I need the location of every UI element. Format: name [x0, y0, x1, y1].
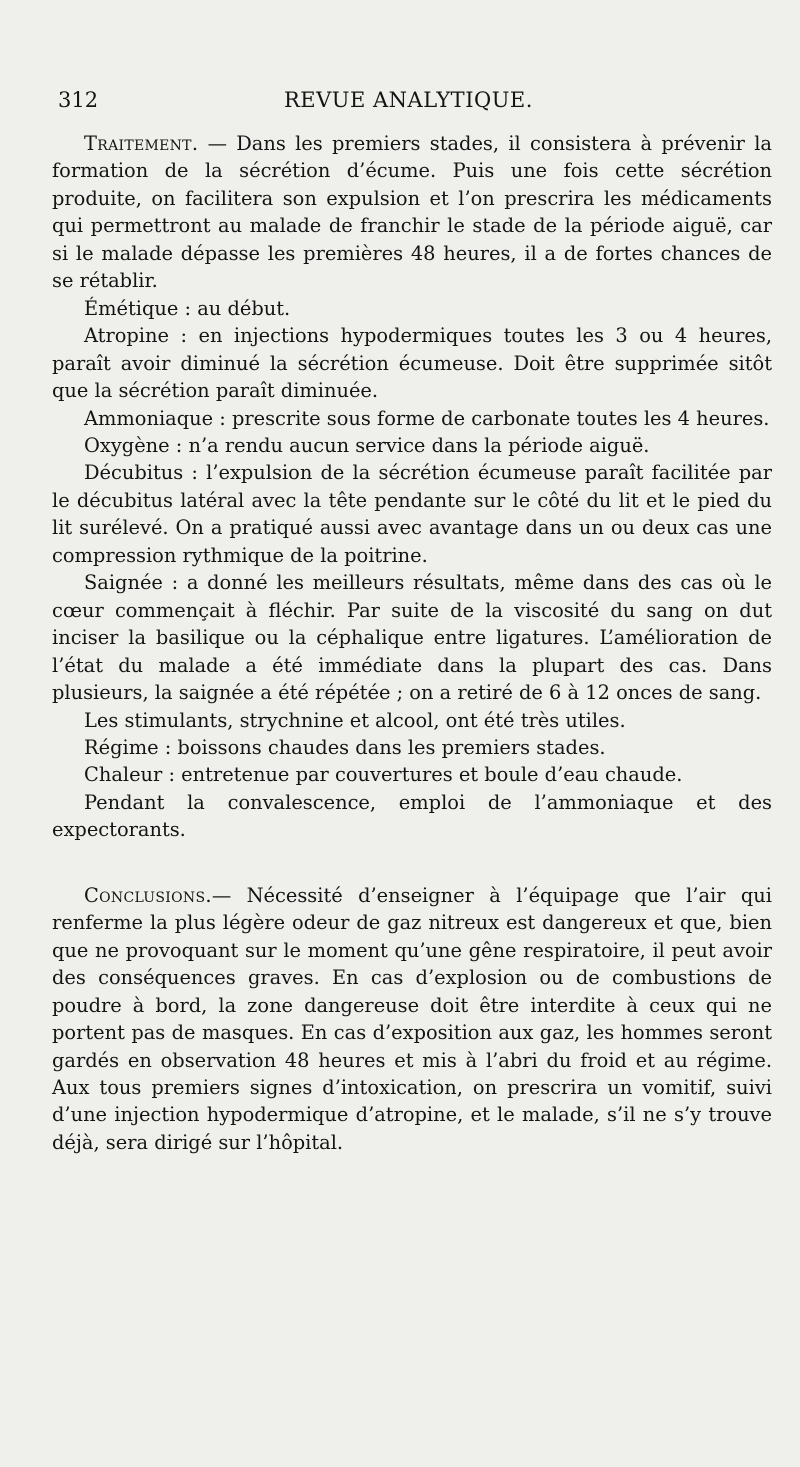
running-title: REVUE ANALYTIQUE.: [284, 88, 533, 112]
treatment-item-atropine: Atropine : en injections hypodermiques toutes les 3 ou 4 heures, paraît avoir diminué la sécrétion écumeuse. Doit être supprimée sitôt que la sécrétion paraît diminuée.: [52, 324, 772, 403]
treatment-item-stimulants: Les stimulants, strychnine et alcool, ont été très utiles.: [84, 708, 626, 732]
treatment-item-chaleur: Chaleur : entretenue par couvertures et boule d’eau chaude.: [84, 763, 683, 787]
body-text: [52, 130, 772, 1156]
treatment-item-ammoniaque: Ammoniaque : prescrite sous forme de carbonate toutes les 4 heures.: [84, 406, 770, 430]
conclusions-heading: Conclusions.: [84, 883, 212, 907]
traitement-heading: Traitement.: [84, 132, 199, 155]
treatment-item-oxygene: Oxygène : n’a rendu aucun service dans la période aiguë.: [84, 433, 650, 457]
page-number: 312: [58, 88, 99, 112]
treatment-item-decubitus: Décubitus : l’expulsion de la sécrétion écumeuse paraît facilitée par le décubitus latéral avec la tête pendante sur le côté du lit et le pied du lit surélevé. On a pratiqué aussi avec avantage dans un ou deux cas une compression rythmique de la poitrine.: [52, 461, 772, 567]
treatment-item-emetique: Émétique : au début.: [84, 296, 291, 320]
treatment-item-convalescence: Pendant la convalescence, emploi de l’ammoniaque et des expectorants.: [52, 790, 772, 842]
traitement-paragraph: [52, 130, 772, 295]
treatment-item-regime: Régime : boissons chaudes dans les premiers stades.: [84, 735, 606, 759]
running-header: [58, 88, 698, 118]
conclusions-text: — Nécessité d’enseigner à l’équipage que l’air qui renferme la plus légère odeur de gaz nitreux est dangereux et que, bien que ne provoquant sur le moment qu’une gêne respiratoire, il peut avoir des conséquences graves. En cas d’explosion ou de combustions de poudre à bord, la zone dangereuse doit être interdite à ceux qui ne portent pas de masques. En cas d’exposition aux gaz, les hommes seront gardés en observation 48 heures et mis à l’abri du froid et au régime. Aux tous premiers signes d’intoxication, on prescrira un vomitif, suivi d’une injection hypodermique d’atropine, et le malade, s’il ne s’y trouve déjà, sera dirigé sur l’hôpital.: [52, 883, 772, 1154]
traitement-intro: — Dans les premiers stades, il consistera à prévenir la formation de la sécrétion d’écume. Puis une fois cette sécrétion produite, on facilitera son expulsion et l’on prescrira les médicaments qui permettront au malade de franchir le stade de la période aiguë, car si le malade dépasse les premières 48 heures, il a de fortes chances de se rétablir.: [52, 132, 772, 293]
conclusions-paragraph: [52, 882, 772, 1157]
treatment-item-saignee: Saignée : a donné les meilleurs résultats, même dans des cas où le cœur commençait à fléchir. Par suite de la viscosité du sang on dut inciser la basilique ou la céphalique entre ligatures. L’amélioration de l’état du malade a été immédiate dans la plupart des cas. Dans plusieurs, la saignée a été répétée ; on a retiré de 6 à 12 onces de sang.: [52, 571, 772, 705]
